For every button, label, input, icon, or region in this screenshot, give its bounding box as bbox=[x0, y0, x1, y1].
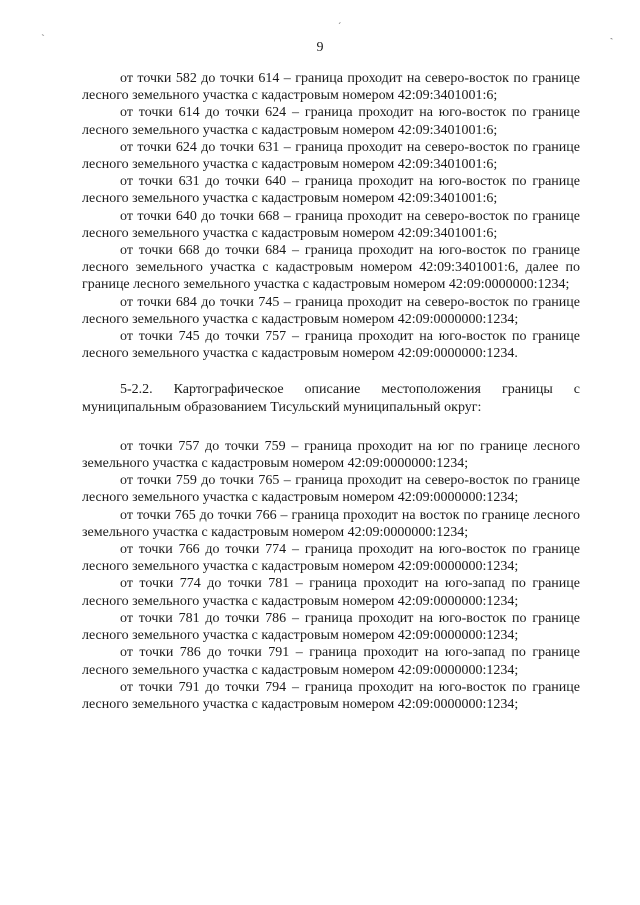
boundary-paragraph: от точки 624 до точки 631 – граница проходит на северо-восток по границе лесного земельного участка с кадастровым номером 42:09:3401001:6; bbox=[82, 139, 580, 173]
section-heading: 5-2.2. Картографическое описание местоположения границы с муниципальным образованием Тисульский муниципальный округ: bbox=[82, 382, 580, 415]
boundary-paragraph: от точки 757 до точки 759 – граница проходит на юг по границе лесного земельного участка с кадастровым номером 42:09:0000000:1234; bbox=[82, 438, 580, 472]
boundary-paragraph: от точки 745 до точки 757 – граница проходит на юго-восток по границе лесного земельного участка с кадастровым номером 42:09:0000000:1234. bbox=[82, 329, 580, 362]
spacer bbox=[82, 416, 580, 438]
spacer bbox=[82, 362, 580, 381]
boundary-paragraph: от точки 765 до точки 766 – граница проходит на восток по границе лесного земельного участка с кадастровым номером 42:09:0000000:1234; bbox=[82, 507, 580, 540]
scan-mark: ˏ bbox=[605, 29, 614, 42]
boundary-paragraph: от точки 640 до точки 668 – граница проходит на северо-восток по границе лесного земельного участка с кадастровым номером 42:09:3401001:6; bbox=[82, 208, 580, 241]
boundary-paragraph: от точки 668 до точки 684 – граница проходит на юго-восток по границе лесного земельного участка с кадастровым номером 42:09:3401001:6, далее по границе лесного земельного участка с кадастровым номером 42:09:0000000:1234; bbox=[82, 243, 580, 293]
boundary-paragraph: от точки 684 до точки 745 – граница проходит на северо-восток по границе лесного земельного участка с кадастровым номером 42:09:0000000:1234; bbox=[82, 294, 580, 327]
boundary-paragraph: от точки 791 до точки 794 – граница проходит на юго-восток по границе лесного земельного участка с кадастровым номером 42:09:0000000:1234; bbox=[82, 679, 580, 712]
boundary-paragraph: от точки 774 до точки 781 – граница проходит на юго-запад по границе лесного земельного участка с кадастровым номером 42:09:0000000:1234; bbox=[82, 576, 580, 609]
boundary-paragraph: от точки 614 до точки 624 – граница проходит на юго-восток по границе лесного земельного участка с кадастровым номером 42:09:3401001:6; bbox=[82, 105, 580, 138]
boundary-paragraph: от точки 759 до точки 765 – граница проходит на северо-восток по границе лесного земельного участка с кадастровым номером 42:09:0000000:1234; bbox=[82, 473, 580, 506]
scan-mark: ˏ bbox=[38, 25, 46, 38]
boundary-paragraph: от точки 786 до точки 791 – граница проходит на юго-запад по границе лесного земельного участка с кадастровым номером 42:09:0000000:1234; bbox=[82, 645, 580, 678]
page-number: 9 bbox=[316, 40, 324, 55]
scan-mark: ˊ bbox=[338, 22, 342, 33]
boundary-paragraph: от точки 631 до точки 640 – граница проходит на юго-восток по границе лесного земельного участка с кадастровым номером 42:09:3401001:6; bbox=[82, 174, 580, 207]
boundary-paragraph: от точки 766 до точки 774 – граница проходит на юго-восток по границе лесного земельного участка с кадастровым номером 42:09:0000000:1234; bbox=[82, 542, 580, 575]
document-body bbox=[82, 70, 580, 713]
boundary-paragraph: от точки 781 до точки 786 – граница проходит на юго-восток по границе лесного земельного участка с кадастровым номером 42:09:0000000:1234; bbox=[82, 610, 580, 644]
boundary-paragraph: от точки 582 до точки 614 – граница проходит на северо-восток по границе лесного земельного участка с кадастровым номером 42:09:3401001:6; bbox=[82, 71, 580, 104]
